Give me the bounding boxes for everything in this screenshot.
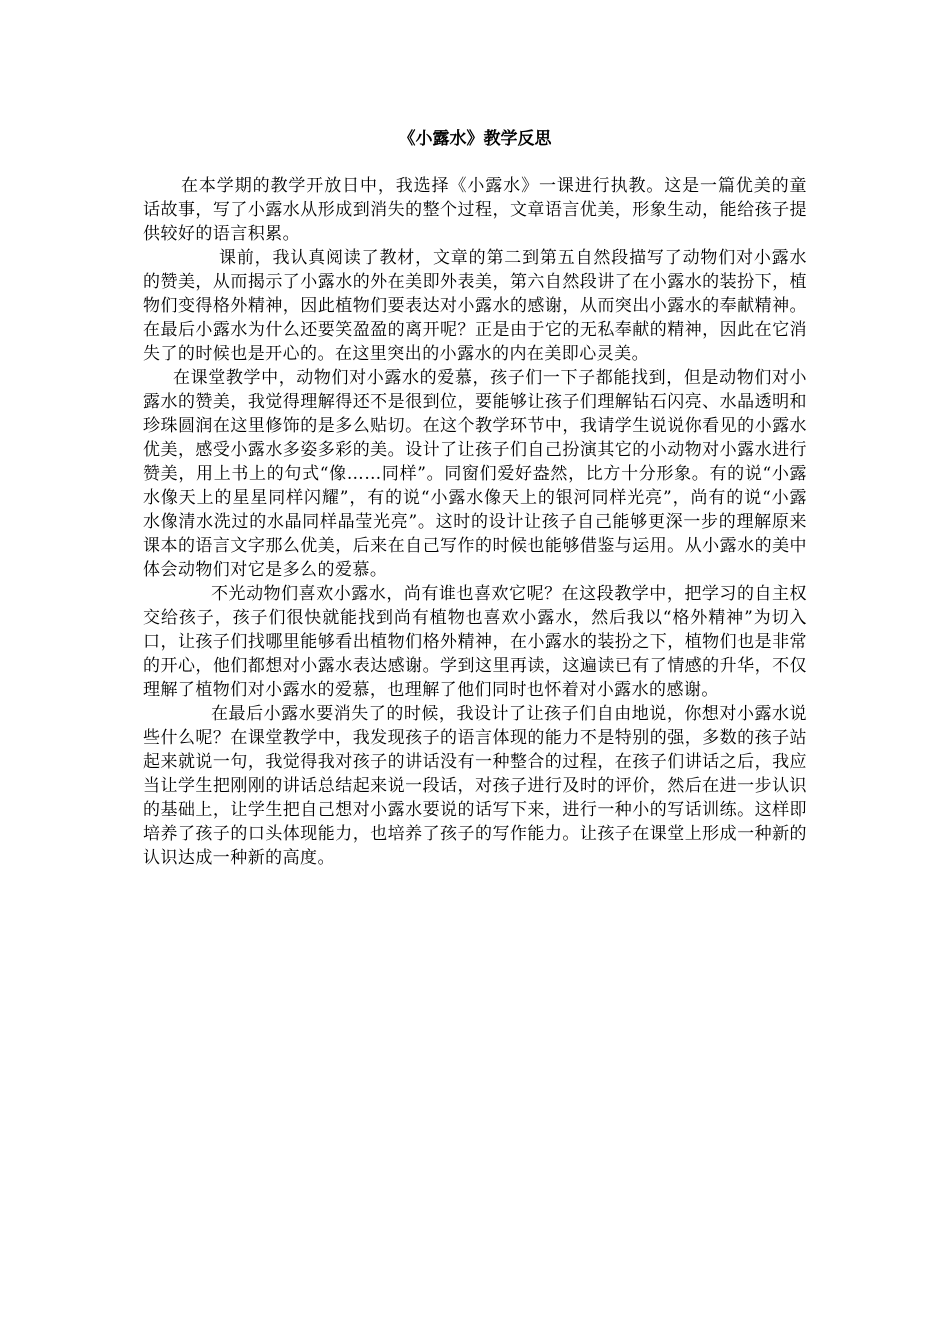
paragraph-3: 在课堂教学中，动物们对小露水的爱慕，孩子们一下子都能找到，但是动物们对小露水的赞美，我觉得理解得还不是很到位，要能够让孩子们理解钻石闪亮、水晶透明和珍珠圆润在这里修饰的是多么贴切。在这个教学环节中，我请学生说说你看见的小露水优美，感受小露水多姿多彩的美。设计了让孩子们自己扮演其它的小动物对小露水进行赞美，用上书上的句式“像……同样”。同窗们爱好盎然，比方十分形象。有的说“小露水像天上的星星同样闪耀”，有的说“小露水像天上的银河同样光亮”，尚有的说“小露水像清水洗过的水晶同样晶莹光亮”。这时的设计让孩子自己能够更深一步的理解原来课本的语言文字那么优美，后来在自己写作的时候也能够借鉴与运用。从小露水的美中体会动物们对它是多么的爱慕。 xyxy=(143,368,807,580)
document-title: 《小露水》教学反思 xyxy=(398,129,552,149)
document-page xyxy=(143,0,807,1344)
paragraph-4: 不光动物们喜欢小露水，尚有谁也喜欢它呢？在这段教学中，把学习的自主权交给孩子，孩子们很快就能找到尚有植物也喜欢小露水，然后我以“格外精神”为切入口，让孩子们找哪里能够看出植物们格外精神，在小露水的装扮之下，植物们也是非常的开心，他们都想对小露水表达感谢。学到这里再读，这遍读已有了情感的升华，不仅理解了植物们对小露水的爱慕，也理解了他们同时也怀着对小露水的感谢。 xyxy=(143,584,807,700)
document-body xyxy=(143,174,807,870)
paragraph-2: 课前，我认真阅读了教材，文章的第二到第五自然段描写了动物们对小露水的赞美，从而揭示了小露水的外在美即外表美，第六自然段讲了在小露水的装扮下，植物们变得格外精神，因此植物们要表达对小露水的感谢，从而突出小露水的奉献精神。在最后小露水为什么还要笑盈盈的离开呢？正是由于它的无私奉献的精神，因此在它消失了的时候也是开心的。在这里突出的小露水的内在美即心灵美。 xyxy=(143,248,807,364)
paragraph-1: 在本学期的教学开放日中，我选择《小露水》一课进行执教。这是一篇优美的童话故事，写了小露水从形成到消失的整个过程，文章语言优美，形象生动，能给孩子提供较好的语言积累。 xyxy=(143,176,807,244)
paragraph-5: 在最后小露水要消失了的时候，我设计了让孩子们自由地说，你想对小露水说些什么呢？在课堂教学中，我发现孩子的语言体现的能力不是特别的强，多数的孩子站起来就说一句，我觉得我对孩子的讲话没有一种整合的过程，在孩子们讲话之后，我应当让学生把刚刚的讲话总结起来说一段话，对孩子进行及时的评价，然后在进一步认识的基础上，让学生把自己想对小露水要说的话写下来，进行一种小的写话训练。这样即培养了孩子的口头体现能力，也培养了孩子的写作能力。让孩子在课堂上形成一种新的认识达成一种新的高度。 xyxy=(143,704,807,868)
